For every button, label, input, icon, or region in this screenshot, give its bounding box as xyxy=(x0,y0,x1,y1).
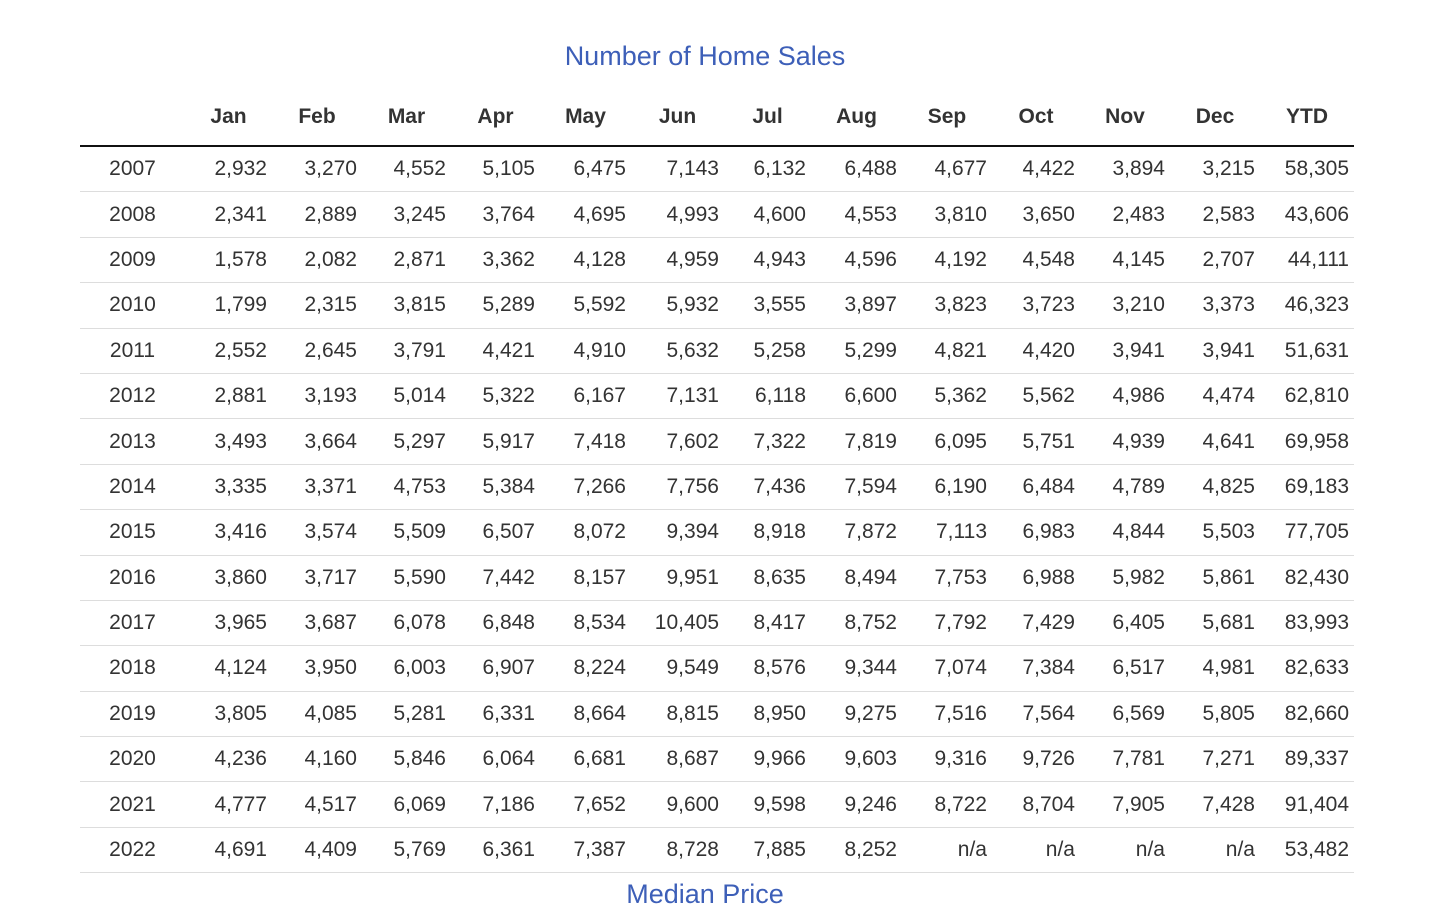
month-value-cell: 3,717 xyxy=(272,555,362,600)
month-value-cell: 3,860 xyxy=(185,555,272,600)
table-row xyxy=(80,737,1354,782)
month-value-cell: 8,918 xyxy=(724,510,811,555)
month-value-cell: 2,707 xyxy=(1170,237,1260,282)
month-value-cell: 7,516 xyxy=(902,691,992,736)
home-sales-table xyxy=(80,88,1354,873)
month-value-cell: 7,905 xyxy=(1080,782,1170,827)
month-value-cell: 6,069 xyxy=(362,782,451,827)
column-header: Mar xyxy=(362,88,451,146)
month-value-cell: 8,635 xyxy=(724,555,811,600)
month-value-cell: 5,917 xyxy=(451,419,540,464)
month-value-cell: 7,564 xyxy=(992,691,1080,736)
table-row xyxy=(80,328,1354,373)
row-year-cell: 2017 xyxy=(80,600,185,645)
month-value-cell: 3,493 xyxy=(185,419,272,464)
month-value-cell: 9,603 xyxy=(811,737,902,782)
row-year-cell: 2010 xyxy=(80,283,185,328)
month-value-cell: 3,210 xyxy=(1080,283,1170,328)
month-value-cell: 7,872 xyxy=(811,510,902,555)
table-row xyxy=(80,373,1354,418)
month-value-cell: 5,289 xyxy=(451,283,540,328)
month-value-cell: 4,421 xyxy=(451,328,540,373)
row-year-cell: 2015 xyxy=(80,510,185,555)
row-year-cell: 2022 xyxy=(80,827,185,872)
month-value-cell: 4,825 xyxy=(1170,464,1260,509)
row-year-cell: 2018 xyxy=(80,646,185,691)
month-value-cell: 3,555 xyxy=(724,283,811,328)
ytd-cell: 51,631 xyxy=(1260,328,1354,373)
month-value-cell: 6,848 xyxy=(451,600,540,645)
month-value-cell: 5,681 xyxy=(1170,600,1260,645)
ytd-cell: 83,993 xyxy=(1260,600,1354,645)
ytd-cell: 58,305 xyxy=(1260,146,1354,192)
month-value-cell: 8,752 xyxy=(811,600,902,645)
month-value-cell: 8,534 xyxy=(540,600,631,645)
month-value-cell: 2,552 xyxy=(185,328,272,373)
month-value-cell: 4,145 xyxy=(1080,237,1170,282)
month-value-cell: 5,932 xyxy=(631,283,724,328)
row-year-cell: 2021 xyxy=(80,782,185,827)
month-value-cell: 6,118 xyxy=(724,373,811,418)
table-row xyxy=(80,419,1354,464)
month-value-cell: 8,664 xyxy=(540,691,631,736)
month-value-cell: 9,246 xyxy=(811,782,902,827)
month-value-cell: 7,322 xyxy=(724,419,811,464)
month-value-cell: 4,943 xyxy=(724,237,811,282)
month-value-cell: 7,418 xyxy=(540,419,631,464)
month-value-cell: 7,428 xyxy=(1170,782,1260,827)
month-value-cell: 9,598 xyxy=(724,782,811,827)
month-value-cell: 7,113 xyxy=(902,510,992,555)
column-header: May xyxy=(540,88,631,146)
month-value-cell: 2,483 xyxy=(1080,192,1170,237)
month-value-cell: 3,965 xyxy=(185,600,272,645)
month-value-cell: 4,409 xyxy=(272,827,362,872)
month-value-cell: 4,959 xyxy=(631,237,724,282)
month-value-cell: 7,387 xyxy=(540,827,631,872)
month-value-cell: 5,297 xyxy=(362,419,451,464)
month-value-cell: 7,781 xyxy=(1080,737,1170,782)
month-value-cell: 9,951 xyxy=(631,555,724,600)
month-value-cell: 3,894 xyxy=(1080,146,1170,192)
month-value-cell: 5,281 xyxy=(362,691,451,736)
month-value-cell: 2,889 xyxy=(272,192,362,237)
month-value-cell: 3,897 xyxy=(811,283,902,328)
ytd-cell: 43,606 xyxy=(1260,192,1354,237)
month-value-cell: 7,186 xyxy=(451,782,540,827)
table-body xyxy=(80,146,1354,873)
month-value-cell: n/a xyxy=(1170,827,1260,872)
month-value-cell: 8,072 xyxy=(540,510,631,555)
month-value-cell: 4,789 xyxy=(1080,464,1170,509)
month-value-cell: 5,509 xyxy=(362,510,451,555)
row-year-cell: 2012 xyxy=(80,373,185,418)
month-value-cell: 4,600 xyxy=(724,192,811,237)
month-value-cell: 4,422 xyxy=(992,146,1080,192)
month-value-cell: 3,245 xyxy=(362,192,451,237)
month-value-cell: 6,361 xyxy=(451,827,540,872)
ytd-cell: 46,323 xyxy=(1260,283,1354,328)
month-value-cell: 5,592 xyxy=(540,283,631,328)
ytd-cell: 91,404 xyxy=(1260,782,1354,827)
row-year-cell: 2008 xyxy=(80,192,185,237)
month-value-cell: 5,258 xyxy=(724,328,811,373)
header-row xyxy=(80,88,1354,146)
month-value-cell: 7,436 xyxy=(724,464,811,509)
month-value-cell: 4,993 xyxy=(631,192,724,237)
month-value-cell: 4,517 xyxy=(272,782,362,827)
column-header: Jul xyxy=(724,88,811,146)
month-value-cell: 5,562 xyxy=(992,373,1080,418)
month-value-cell: 3,650 xyxy=(992,192,1080,237)
month-value-cell: 3,416 xyxy=(185,510,272,555)
month-value-cell: 5,503 xyxy=(1170,510,1260,555)
month-value-cell: 5,014 xyxy=(362,373,451,418)
month-value-cell: 2,881 xyxy=(185,373,272,418)
table-row xyxy=(80,283,1354,328)
month-value-cell: 6,517 xyxy=(1080,646,1170,691)
row-year-cell: 2009 xyxy=(80,237,185,282)
month-value-cell: 8,576 xyxy=(724,646,811,691)
row-year-cell: 2011 xyxy=(80,328,185,373)
month-value-cell: 5,105 xyxy=(451,146,540,192)
month-value-cell: 6,569 xyxy=(1080,691,1170,736)
month-value-cell: 4,986 xyxy=(1080,373,1170,418)
month-value-cell: 6,003 xyxy=(362,646,451,691)
row-year-cell: 2014 xyxy=(80,464,185,509)
month-value-cell: 7,384 xyxy=(992,646,1080,691)
month-value-cell: 4,128 xyxy=(540,237,631,282)
month-value-cell: 7,756 xyxy=(631,464,724,509)
month-value-cell: 2,932 xyxy=(185,146,272,192)
month-value-cell: 1,578 xyxy=(185,237,272,282)
month-value-cell: 2,341 xyxy=(185,192,272,237)
column-header: Nov xyxy=(1080,88,1170,146)
month-value-cell: 4,548 xyxy=(992,237,1080,282)
month-value-cell: 7,074 xyxy=(902,646,992,691)
month-value-cell: 2,315 xyxy=(272,283,362,328)
table-row xyxy=(80,555,1354,600)
month-value-cell: 2,871 xyxy=(362,237,451,282)
table-row xyxy=(80,646,1354,691)
month-value-cell: 7,602 xyxy=(631,419,724,464)
month-value-cell: 3,664 xyxy=(272,419,362,464)
month-value-cell: 5,299 xyxy=(811,328,902,373)
month-value-cell: 1,799 xyxy=(185,283,272,328)
month-value-cell: n/a xyxy=(1080,827,1170,872)
month-value-cell: 4,981 xyxy=(1170,646,1260,691)
month-value-cell: 8,728 xyxy=(631,827,724,872)
month-value-cell: 9,600 xyxy=(631,782,724,827)
month-value-cell: 8,252 xyxy=(811,827,902,872)
month-value-cell: 9,316 xyxy=(902,737,992,782)
month-value-cell: 3,687 xyxy=(272,600,362,645)
month-value-cell: 6,988 xyxy=(992,555,1080,600)
month-value-cell: 4,677 xyxy=(902,146,992,192)
column-header: Jan xyxy=(185,88,272,146)
month-value-cell: 6,507 xyxy=(451,510,540,555)
table-row xyxy=(80,192,1354,237)
column-header: YTD xyxy=(1260,88,1354,146)
month-value-cell: 3,805 xyxy=(185,691,272,736)
month-value-cell: 9,549 xyxy=(631,646,724,691)
column-header: Feb xyxy=(272,88,362,146)
month-value-cell: 8,494 xyxy=(811,555,902,600)
month-value-cell: 7,885 xyxy=(724,827,811,872)
month-value-cell: 3,815 xyxy=(362,283,451,328)
column-header: Oct xyxy=(992,88,1080,146)
table-row xyxy=(80,510,1354,555)
month-value-cell: 4,236 xyxy=(185,737,272,782)
month-value-cell: 4,596 xyxy=(811,237,902,282)
month-value-cell: 4,691 xyxy=(185,827,272,872)
month-value-cell: 4,160 xyxy=(272,737,362,782)
month-value-cell: 6,484 xyxy=(992,464,1080,509)
ytd-cell: 44,111 xyxy=(1260,237,1354,282)
month-value-cell: 3,373 xyxy=(1170,283,1260,328)
month-value-cell: 4,552 xyxy=(362,146,451,192)
month-value-cell: 2,645 xyxy=(272,328,362,373)
month-value-cell: 8,722 xyxy=(902,782,992,827)
ytd-cell: 82,633 xyxy=(1260,646,1354,691)
month-value-cell: 8,950 xyxy=(724,691,811,736)
month-value-cell: 6,681 xyxy=(540,737,631,782)
month-value-cell: 3,810 xyxy=(902,192,992,237)
row-year-cell: 2019 xyxy=(80,691,185,736)
month-value-cell: 9,275 xyxy=(811,691,902,736)
column-header: Aug xyxy=(811,88,902,146)
column-header: Dec xyxy=(1170,88,1260,146)
ytd-cell: 82,660 xyxy=(1260,691,1354,736)
month-value-cell: 8,417 xyxy=(724,600,811,645)
table-row xyxy=(80,827,1354,872)
month-value-cell: 4,420 xyxy=(992,328,1080,373)
month-value-cell: 9,394 xyxy=(631,510,724,555)
month-value-cell: 8,815 xyxy=(631,691,724,736)
month-value-cell: 6,475 xyxy=(540,146,631,192)
month-value-cell: 3,823 xyxy=(902,283,992,328)
month-value-cell: 2,583 xyxy=(1170,192,1260,237)
month-value-cell: 6,190 xyxy=(902,464,992,509)
month-value-cell: 5,322 xyxy=(451,373,540,418)
month-value-cell: 4,753 xyxy=(362,464,451,509)
month-value-cell: 2,082 xyxy=(272,237,362,282)
next-section-title: Median Price xyxy=(626,879,784,909)
month-value-cell: 7,131 xyxy=(631,373,724,418)
month-value-cell: 10,405 xyxy=(631,600,724,645)
month-value-cell: 4,695 xyxy=(540,192,631,237)
month-value-cell: 7,652 xyxy=(540,782,631,827)
month-value-cell: 3,791 xyxy=(362,328,451,373)
month-value-cell: 9,726 xyxy=(992,737,1080,782)
month-value-cell: 9,344 xyxy=(811,646,902,691)
page-title: Number of Home Sales xyxy=(564,41,846,71)
month-value-cell: 3,335 xyxy=(185,464,272,509)
month-value-cell: 5,846 xyxy=(362,737,451,782)
month-value-cell: 7,753 xyxy=(902,555,992,600)
table-row xyxy=(80,237,1354,282)
month-value-cell: 3,723 xyxy=(992,283,1080,328)
month-value-cell: 4,844 xyxy=(1080,510,1170,555)
row-year-cell: 2007 xyxy=(80,146,185,192)
month-value-cell: 5,632 xyxy=(631,328,724,373)
month-value-cell: 4,641 xyxy=(1170,419,1260,464)
month-value-cell: 3,574 xyxy=(272,510,362,555)
month-value-cell: n/a xyxy=(992,827,1080,872)
column-header-year xyxy=(80,88,185,146)
month-value-cell: 7,143 xyxy=(631,146,724,192)
ytd-cell: 89,337 xyxy=(1260,737,1354,782)
month-value-cell: 6,064 xyxy=(451,737,540,782)
month-value-cell: 9,966 xyxy=(724,737,811,782)
month-value-cell: 6,167 xyxy=(540,373,631,418)
month-value-cell: 7,594 xyxy=(811,464,902,509)
month-value-cell: 6,078 xyxy=(362,600,451,645)
month-value-cell: 6,095 xyxy=(902,419,992,464)
month-value-cell: 4,124 xyxy=(185,646,272,691)
month-value-cell: 6,488 xyxy=(811,146,902,192)
month-value-cell: 8,157 xyxy=(540,555,631,600)
month-value-cell: 6,132 xyxy=(724,146,811,192)
month-value-cell: n/a xyxy=(902,827,992,872)
month-value-cell: 6,405 xyxy=(1080,600,1170,645)
month-value-cell: 3,270 xyxy=(272,146,362,192)
month-value-cell: 3,215 xyxy=(1170,146,1260,192)
month-value-cell: 5,769 xyxy=(362,827,451,872)
month-value-cell: 5,805 xyxy=(1170,691,1260,736)
month-value-cell: 8,224 xyxy=(540,646,631,691)
month-value-cell: 4,192 xyxy=(902,237,992,282)
ytd-cell: 69,958 xyxy=(1260,419,1354,464)
month-value-cell: 5,384 xyxy=(451,464,540,509)
table-row xyxy=(80,691,1354,736)
month-value-cell: 3,193 xyxy=(272,373,362,418)
month-value-cell: 3,950 xyxy=(272,646,362,691)
month-value-cell: 4,910 xyxy=(540,328,631,373)
month-value-cell: 3,941 xyxy=(1170,328,1260,373)
month-value-cell: 5,362 xyxy=(902,373,992,418)
month-value-cell: 7,442 xyxy=(451,555,540,600)
column-header: Apr xyxy=(451,88,540,146)
month-value-cell: 4,085 xyxy=(272,691,362,736)
month-value-cell: 4,553 xyxy=(811,192,902,237)
table-row xyxy=(80,600,1354,645)
month-value-cell: 6,907 xyxy=(451,646,540,691)
ytd-cell: 69,183 xyxy=(1260,464,1354,509)
month-value-cell: 7,266 xyxy=(540,464,631,509)
month-value-cell: 6,331 xyxy=(451,691,540,736)
month-value-cell: 4,777 xyxy=(185,782,272,827)
table-row xyxy=(80,782,1354,827)
row-year-cell: 2013 xyxy=(80,419,185,464)
month-value-cell: 7,429 xyxy=(992,600,1080,645)
table-row xyxy=(80,146,1354,192)
month-value-cell: 3,371 xyxy=(272,464,362,509)
month-value-cell: 3,941 xyxy=(1080,328,1170,373)
month-value-cell: 5,982 xyxy=(1080,555,1170,600)
row-year-cell: 2016 xyxy=(80,555,185,600)
column-header: Jun xyxy=(631,88,724,146)
month-value-cell: 4,939 xyxy=(1080,419,1170,464)
month-value-cell: 8,687 xyxy=(631,737,724,782)
column-header: Sep xyxy=(902,88,992,146)
ytd-cell: 77,705 xyxy=(1260,510,1354,555)
month-value-cell: 7,792 xyxy=(902,600,992,645)
month-value-cell: 4,474 xyxy=(1170,373,1260,418)
table-row xyxy=(80,464,1354,509)
row-year-cell: 2020 xyxy=(80,737,185,782)
month-value-cell: 5,861 xyxy=(1170,555,1260,600)
month-value-cell: 5,590 xyxy=(362,555,451,600)
month-value-cell: 3,764 xyxy=(451,192,540,237)
month-value-cell: 7,819 xyxy=(811,419,902,464)
month-value-cell: 3,362 xyxy=(451,237,540,282)
month-value-cell: 5,751 xyxy=(992,419,1080,464)
month-value-cell: 6,600 xyxy=(811,373,902,418)
ytd-cell: 53,482 xyxy=(1260,827,1354,872)
ytd-cell: 82,430 xyxy=(1260,555,1354,600)
month-value-cell: 6,983 xyxy=(992,510,1080,555)
month-value-cell: 8,704 xyxy=(992,782,1080,827)
month-value-cell: 4,821 xyxy=(902,328,992,373)
month-value-cell: 7,271 xyxy=(1170,737,1260,782)
ytd-cell: 62,810 xyxy=(1260,373,1354,418)
